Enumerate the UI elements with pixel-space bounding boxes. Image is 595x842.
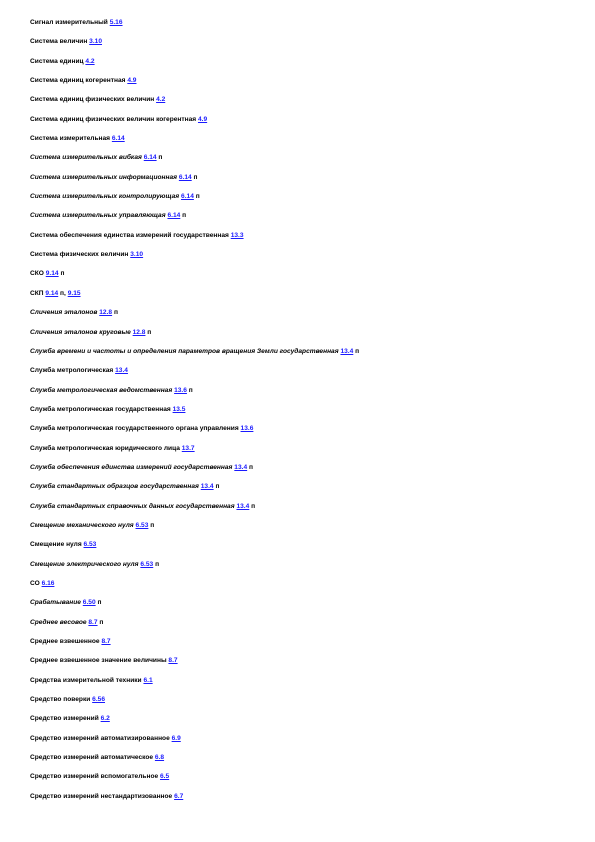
index-term: Срабатывание bbox=[30, 599, 81, 607]
section-reference-link[interactable]: 6.8 bbox=[154, 754, 165, 762]
section-reference-link[interactable]: 4.2 bbox=[85, 57, 95, 65]
section-reference-link[interactable]: 6.9 bbox=[171, 734, 181, 742]
index-entry bbox=[30, 694, 590, 713]
section-reference-link[interactable]: 8.7 bbox=[168, 657, 178, 665]
index-term: Система единиц когерентная bbox=[30, 77, 126, 85]
index-entry bbox=[30, 172, 590, 191]
index-entry bbox=[30, 307, 590, 326]
index-entry bbox=[30, 791, 590, 810]
index-entry bbox=[30, 752, 590, 771]
reference-note: п bbox=[213, 483, 220, 491]
section-reference-link[interactable]: 6.50 bbox=[82, 599, 96, 607]
reference-note: п bbox=[153, 560, 160, 568]
section-reference-link[interactable]: 9.14 bbox=[45, 289, 59, 297]
reference-note: п bbox=[148, 521, 155, 529]
index-term: Смещение нуля bbox=[30, 541, 82, 549]
section-reference-link[interactable]: 13.7 bbox=[181, 444, 195, 452]
index-entry bbox=[30, 404, 590, 423]
index-term: Средство измерений вспомогательное bbox=[30, 773, 159, 781]
index-entry bbox=[30, 75, 590, 94]
index-entry bbox=[30, 675, 590, 694]
index-entry bbox=[30, 210, 590, 229]
index-entry bbox=[30, 346, 590, 365]
index-entry bbox=[30, 230, 590, 249]
index-term: Смещение механического нуля bbox=[30, 521, 134, 529]
index-term: Сличения эталонов круговые bbox=[30, 328, 131, 336]
section-reference-link[interactable]: 6.14 bbox=[181, 193, 194, 201]
index-term: СКП bbox=[30, 289, 44, 297]
reference-note: п bbox=[247, 463, 253, 471]
index-term: Средства измерительной техники bbox=[30, 676, 142, 684]
index-entry bbox=[30, 501, 590, 520]
index-entry bbox=[30, 249, 590, 268]
section-reference-link[interactable]: 12.8 bbox=[132, 328, 146, 336]
section-reference-link[interactable]: 4.9 bbox=[197, 115, 208, 123]
section-reference-link[interactable]: 4.9 bbox=[127, 77, 137, 85]
index-term: Система величин bbox=[30, 38, 88, 46]
section-reference-link[interactable]: 6.16 bbox=[41, 579, 55, 587]
index-entry bbox=[30, 56, 590, 75]
section-reference-link[interactable]: 6.56 bbox=[92, 696, 105, 704]
index-term: Служба метрологическая юридического лица bbox=[30, 444, 180, 452]
index-term: Система единиц физических величин bbox=[30, 96, 155, 104]
section-reference-link[interactable]: 13.4 bbox=[340, 347, 354, 355]
section-reference-link[interactable]: 8.7 bbox=[101, 638, 111, 645]
section-reference-link[interactable]: 5.16 bbox=[109, 19, 123, 26]
index-term: Система измерительных информационная bbox=[30, 173, 178, 181]
section-reference-link[interactable]: 3.10 bbox=[89, 38, 103, 46]
index-entry bbox=[30, 655, 590, 674]
index-entry bbox=[30, 114, 590, 133]
index-entry bbox=[30, 423, 590, 442]
reference-note: п bbox=[156, 154, 163, 162]
index-entry bbox=[30, 288, 590, 307]
section-reference-link[interactable]: 6.53 bbox=[83, 541, 97, 549]
index-term: Система единиц bbox=[30, 57, 84, 65]
index-entry bbox=[30, 133, 590, 152]
index-term: Сигнал измерительный bbox=[30, 19, 108, 26]
index-term: Система измерительная bbox=[30, 135, 111, 143]
index-entry bbox=[30, 617, 590, 636]
index-entry bbox=[30, 771, 590, 790]
section-reference-link[interactable]: 6.2 bbox=[100, 715, 110, 723]
index-term: Служба времени и частоты и определения параметров вращения Земли государственная bbox=[30, 347, 339, 355]
index-term: Смещение электрического нуля bbox=[30, 560, 139, 568]
index-entry bbox=[30, 191, 590, 210]
index-term: СКО bbox=[30, 270, 44, 278]
index-entry bbox=[30, 327, 590, 346]
reference-note: п bbox=[97, 618, 104, 626]
index-entry bbox=[30, 481, 590, 500]
index-entry bbox=[30, 636, 590, 655]
index-entry bbox=[30, 17, 590, 36]
index-term: Система измерительных контролирующая bbox=[30, 193, 180, 201]
section-reference-link[interactable]: 6.14 bbox=[178, 173, 192, 181]
section-reference-link[interactable]: 6.14 bbox=[167, 212, 181, 220]
section-reference-link[interactable]: 13.6 bbox=[240, 425, 254, 433]
section-reference-link[interactable]: 4.2 bbox=[156, 96, 166, 104]
section-reference-link[interactable]: 6.7 bbox=[174, 792, 184, 800]
reference-note: п bbox=[193, 193, 200, 201]
index-entry bbox=[30, 733, 590, 752]
index-entry bbox=[30, 578, 590, 597]
index-term: Система физических величин bbox=[30, 251, 129, 259]
reference-note: п bbox=[353, 347, 360, 355]
index-term: Служба метрологическая ведомственная bbox=[30, 386, 173, 394]
section-reference-link[interactable]: 6.14 bbox=[143, 154, 157, 162]
index-entry bbox=[30, 713, 590, 732]
section-reference-link[interactable]: 9.15 bbox=[67, 289, 81, 297]
section-reference-link[interactable]: 13.4 bbox=[115, 367, 128, 375]
index-term: Средство измерений автоматическое bbox=[30, 754, 154, 762]
index-entry bbox=[30, 268, 590, 287]
index-term: Система измерительных управляющая bbox=[30, 212, 166, 220]
index-entry bbox=[30, 539, 590, 558]
index-term: Сличения эталонов bbox=[30, 309, 98, 317]
index-entry bbox=[30, 94, 590, 113]
section-reference-link[interactable]: 12.8 bbox=[99, 309, 113, 317]
index-term: Среднее весовое bbox=[30, 618, 87, 626]
index-entry bbox=[30, 443, 590, 462]
index-entry-list bbox=[30, 17, 590, 810]
index-entry bbox=[30, 152, 590, 171]
index-term: Среднее взвешенное bbox=[30, 638, 100, 645]
index-term: Служба стандартных образцов государственная bbox=[30, 483, 199, 491]
reference-note: п bbox=[58, 270, 65, 278]
index-term: Система единиц физических величин когерентная bbox=[30, 115, 197, 123]
section-reference-link[interactable]: 8.7 bbox=[88, 618, 98, 626]
index-term: Среднее взвешенное значение величины bbox=[30, 657, 167, 665]
section-reference-link[interactable]: 13.3 bbox=[230, 231, 244, 239]
index-term: Служба метрологическая государственная bbox=[30, 405, 171, 413]
index-entry bbox=[30, 520, 590, 539]
index-term: Средство измерений нестандартизованное bbox=[30, 792, 173, 800]
reference-note: п bbox=[191, 173, 198, 181]
index-entry bbox=[30, 385, 590, 404]
index-term: Система измерительных вибкая bbox=[30, 154, 142, 162]
section-reference-link[interactable]: 6.1 bbox=[143, 676, 153, 684]
section-reference-link[interactable]: 3.10 bbox=[130, 251, 144, 259]
index-entry bbox=[30, 365, 590, 384]
section-reference-link[interactable]: 9.14 bbox=[45, 270, 59, 278]
index-term: Служба метрологическая bbox=[30, 367, 114, 375]
section-reference-link[interactable]: 6.14 bbox=[111, 135, 125, 143]
index-entry bbox=[30, 462, 590, 481]
reference-note: п bbox=[95, 599, 102, 607]
reference-note: п bbox=[249, 502, 256, 510]
section-reference-link[interactable]: 13.5 bbox=[172, 405, 186, 413]
index-term: Средство измерений bbox=[30, 715, 99, 723]
index-entry bbox=[30, 559, 590, 578]
reference-note: п bbox=[112, 309, 118, 317]
index-term: Служба обеспечения единства измерений государственная bbox=[30, 463, 233, 471]
index-term: Средство измерений автоматизированное bbox=[30, 734, 170, 742]
section-reference-link[interactable]: 13.4 bbox=[200, 483, 214, 491]
index-term: Служба стандартных справочных данных государственная bbox=[30, 502, 235, 510]
reference-note: п, bbox=[58, 289, 68, 297]
section-reference-link[interactable]: 13.4 bbox=[236, 502, 250, 510]
index-term: Средство поверки bbox=[30, 696, 91, 704]
reference-note: п bbox=[180, 212, 187, 220]
reference-note: п bbox=[186, 386, 193, 394]
reference-note: п bbox=[145, 328, 152, 336]
index-entry bbox=[30, 36, 590, 55]
section-reference-link[interactable]: 6.5 bbox=[159, 773, 170, 781]
index-entry bbox=[30, 597, 590, 616]
index-term: СО bbox=[30, 579, 40, 587]
section-reference-link[interactable]: 6.53 bbox=[140, 560, 154, 568]
section-reference-link[interactable]: 13.4 bbox=[234, 463, 248, 471]
index-term: Служба метрологическая государственного органа управления bbox=[30, 425, 239, 433]
index-term: Система обеспечения единства измерений государственная bbox=[30, 231, 229, 239]
section-reference-link[interactable]: 13.6 bbox=[174, 386, 187, 394]
section-reference-link[interactable]: 6.53 bbox=[135, 521, 149, 529]
